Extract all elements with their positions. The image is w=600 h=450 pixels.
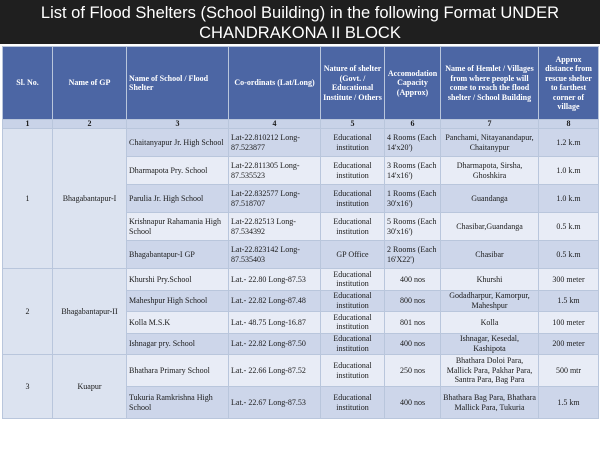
coords-cell: Lat.- 22.66 Long-87.52 [229, 355, 321, 387]
coords-cell: Lat-22.82513 Long- 87.534392 [229, 213, 321, 241]
col-header-gp: Name of GP [53, 47, 127, 120]
header-row [3, 47, 599, 120]
distance-cell: 100 meter [539, 312, 599, 334]
col-number: 8 [539, 120, 599, 129]
school-cell: Kolla M.S.K [127, 312, 229, 334]
coords-cell: Lat.- 22.82 Long-87.48 [229, 290, 321, 312]
nature-cell: Educational institution [321, 333, 385, 355]
col-number: 5 [321, 120, 385, 129]
school-cell: Ishnagar pry. School [127, 333, 229, 355]
school-cell: Bhathara Primary School [127, 355, 229, 387]
distance-cell: 300 meter [539, 269, 599, 291]
table-row [3, 269, 599, 291]
nature-cell: Educational institution [321, 213, 385, 241]
villages-cell: Ishnagar, Kesedal, Kashipota [441, 333, 539, 355]
coords-cell: Lat-22.811305 Long- 87.535523 [229, 157, 321, 185]
villages-cell: Bhathara Bag Para, Bhathara Mallick Para, Tukuria [441, 387, 539, 419]
school-cell: Tukuria Ramkrishna High School [127, 387, 229, 419]
coords-cell: Lat-22.823142 Long- 87.535403 [229, 241, 321, 269]
capacity-cell: 801 nos [385, 312, 441, 334]
sl-no-cell: 1 [3, 129, 53, 269]
col-number: 2 [53, 120, 127, 129]
coords-cell: Lat-22.810212 Long- 87.523877 [229, 129, 321, 157]
gp-name-cell: Kuapur [53, 355, 127, 419]
distance-cell: 0.5 k.m [539, 213, 599, 241]
gp-name-cell: Bhagabantapur-I [53, 129, 127, 269]
nature-cell: Educational institution [321, 185, 385, 213]
nature-cell: GP Office [321, 241, 385, 269]
col-header-capacity: Accomodation Capacity (Approx) [385, 47, 441, 120]
capacity-cell: 3 Rooms (Each 14'x16') [385, 157, 441, 185]
nature-cell: Educational institution [321, 157, 385, 185]
nature-cell: Educational institution [321, 290, 385, 312]
col-number: 3 [127, 120, 229, 129]
col-header-villages: Name of Hemlet / Villages from where people will come to reach the flood shelter / School Building [441, 47, 539, 120]
capacity-cell: 400 nos [385, 333, 441, 355]
col-header-school: Name of School / Flood Shelter [127, 47, 229, 120]
villages-cell: Panchami, Nitayanandapur, Chaitanypur [441, 129, 539, 157]
school-cell: Bhagabantapur-I GP [127, 241, 229, 269]
villages-cell: Chasibar,Guandanga [441, 213, 539, 241]
distance-cell: 1.0 k.m [539, 185, 599, 213]
villages-cell: Khurshi [441, 269, 539, 291]
col-number: 7 [441, 120, 539, 129]
col-number: 6 [385, 120, 441, 129]
distance-cell: 500 mtr [539, 355, 599, 387]
coords-cell: Lat-22.832577 Long- 87.518707 [229, 185, 321, 213]
col-header-coordinates: Co-ordinats (Lat/Long) [229, 47, 321, 120]
distance-cell: 1.2 k.m [539, 129, 599, 157]
col-number: 4 [229, 120, 321, 129]
villages-cell: Guandanga [441, 185, 539, 213]
nature-cell: Educational institution [321, 269, 385, 291]
distance-cell: 1.5 km [539, 387, 599, 419]
distance-cell: 1.0 k.m [539, 157, 599, 185]
gp-name-cell: Bhagabantapur-II [53, 269, 127, 355]
nature-cell: Educational institution [321, 355, 385, 387]
title-line-1: List of Flood Shelters (School Building) in the following Format UNDER [40, 4, 560, 22]
school-cell: Krishnapur Rahamania High School [127, 213, 229, 241]
nature-cell: Educational institution [321, 387, 385, 419]
table-row [3, 355, 599, 387]
table-row [3, 129, 599, 157]
nature-cell: Educational institution [321, 312, 385, 334]
villages-cell: Godadharpur, Kamorpur, Maheshpur [441, 290, 539, 312]
coords-cell: Lat.- 48.75 Long-16.87 [229, 312, 321, 334]
title-line-2: CHANDRAKONA II BLOCK [199, 24, 401, 42]
capacity-cell: 400 nos [385, 269, 441, 291]
villages-cell: Chasibar [441, 241, 539, 269]
col-header-sl-no: Sl. No. [3, 47, 53, 120]
sl-no-cell: 2 [3, 269, 53, 355]
distance-cell: 0.5 k.m [539, 241, 599, 269]
coords-cell: Lat.- 22.80 Long-87.53 [229, 269, 321, 291]
school-cell: Khurshi Pry.School [127, 269, 229, 291]
school-cell: Maheshpur High School [127, 290, 229, 312]
coords-cell: Lat.- 22.82 Long-87.50 [229, 333, 321, 355]
nature-cell: Educational institution [321, 129, 385, 157]
flood-shelter-table [2, 46, 599, 419]
villages-cell: Bhathara Doloi Para, Mallick Para, Pakhar Para, Santra Para, Bag Para [441, 355, 539, 387]
distance-cell: 200 meter [539, 333, 599, 355]
capacity-cell: 2 Rooms (Each 16'X22') [385, 241, 441, 269]
capacity-cell: 4 Rooms (Each 14'x20') [385, 129, 441, 157]
coords-cell: Lat.- 22.67 Long-87.53 [229, 387, 321, 419]
villages-cell: Kolla [441, 312, 539, 334]
sl-no-cell: 3 [3, 355, 53, 419]
column-number-row [3, 120, 599, 129]
villages-cell: Dharmapota, Sirsha, Ghoshkira [441, 157, 539, 185]
school-cell: Parulia Jr. High School [127, 185, 229, 213]
capacity-cell: 800 nos [385, 290, 441, 312]
distance-cell: 1.5 km [539, 290, 599, 312]
capacity-cell: 250 nos [385, 355, 441, 387]
capacity-cell: 1 Rooms (Each 30'x16') [385, 185, 441, 213]
col-header-nature: Nature of shelter (Govt. / Educational Institute / Others [321, 47, 385, 120]
school-cell: Chaitanyapur Jr. High School [127, 129, 229, 157]
capacity-cell: 400 nos [385, 387, 441, 419]
col-number: 1 [3, 120, 53, 129]
col-header-distance: Approx distance from rescue shelter to farthest corner of village [539, 47, 599, 120]
capacity-cell: 5 Rooms (Each 30'x16') [385, 213, 441, 241]
school-cell: Dharmapota Pry. School [127, 157, 229, 185]
title-banner [0, 0, 600, 44]
